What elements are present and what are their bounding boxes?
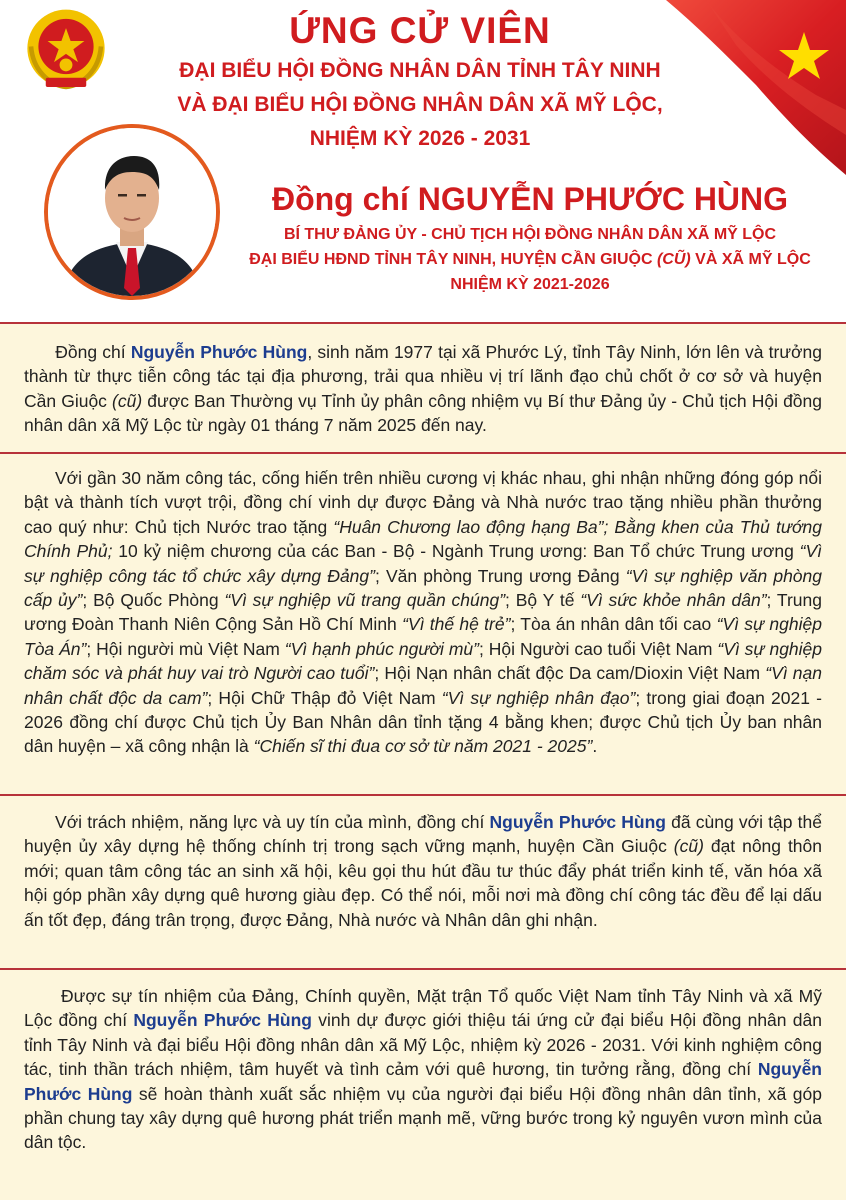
role-2-part-b: (CŨ) [656,251,691,268]
text-run: ; Tòa án nhân dân tối cao [510,614,717,635]
text-run: sẽ hoàn thành xuất sắc nhiệm vụ của người đại biểu Hội đồng nhân dân tỉnh, xã góp phần chung tay xây dựng quê hương phát triển mạnh mẽ, vững bước trong kỷ nguyên vươn mình của dân tộc. [24,1083,822,1153]
candidate-name-highlight: Nguyễn Phước Hùng [24,1059,822,1104]
text-run: ; Hội Người cao tuổi Việt Nam [478,638,718,659]
divider [0,794,846,796]
italic-text: “Vì sự nghiệp văn phòng cấp ủy” [24,565,823,611]
italic-text: “Vì nạn nhân chất độc da cam” [24,663,822,708]
italic-text: “Vì sự nghiệp vũ trang quần chúng” [224,590,506,611]
text-run: ; Trung ương Đoàn Thanh Niên Cộng Sản Hồ Chí Minh [24,590,822,635]
candidate-portrait [44,124,220,300]
page-title: ỨNG CỬ VIÊN [289,10,551,51]
divider [0,452,846,454]
national-emblem-icon [20,6,112,98]
candidate-role-1: BÍ THƯ ĐẢNG ỦY - CHỦ TỊCH HỘI ĐỒNG NHÂN DÂN XÃ MỸ LỘC [283,226,777,243]
text-run: ; Bộ Quốc Phòng [82,590,225,611]
paragraph-nomination [24,984,822,1155]
paragraph-awards [24,466,822,759]
text-run: ; Hội Nạn nhân chất độc Da cam/Dioxin Việt Nam [374,663,766,684]
divider [0,968,846,970]
italic-text: “Huân Chương lao động hạng Ba”; Bằng khen của Thủ tướng Chính Phủ; [24,516,822,562]
text-run: được Ban Thường vụ Tỉnh ủy phân công nhiệm vụ Bí thư Đảng ủy - Chủ tịch Hội đồng nhân dân xã Mỹ Lộc từ ngày 01 tháng 7 năm 2025 đến nay. [24,390,822,436]
title-line-2: VÀ ĐẠI BIỂU HỘI ĐỒNG NHÂN DÂN XÃ MỸ LỘC, [177,93,663,116]
italic-text: “Vì sự nghiệp công tác tổ chức xây dựng Đảng” [24,541,823,586]
candidate-name-highlight: Nguyễn Phước Hùng [489,812,666,832]
text-run: Được sự tín nhiệm của Đảng, Chính quyền, Mặt trận Tổ quốc Việt Nam tỉnh Tây Ninh và xã Mỹ Lộc đồng chí [24,986,822,1031]
title-line-3: NHIỆM KỲ 2026 - 2031 [309,127,531,150]
paragraph-achievements [24,810,822,932]
text-run: . [592,736,598,757]
text-run: đã cùng với tập thể huyện ủy xây dựng hệ thống chính trị trong sạch vững mạnh, huyện Cần Giuộc [24,812,822,857]
role-2-part-c: VÀ XÃ MỸ LỘC [690,251,811,268]
paragraph-intro [24,340,822,438]
italic-text: (cũ) [112,390,143,411]
text-run: Với gần 30 năm công tác, cống hiến trên nhiều cương vị khác nhau, ghi nhận những đóng góp nổi bật và thành tích vượt trội, đồng chí vinh dự được Đảng và Nhà nước trao tặng nhiều phần thưởng cao quý như: Chủ tịch Nước trao tặng [24,468,822,537]
portrait-illustration [48,128,216,296]
candidate-name-highlight: Nguyễn Phước Hùng [130,342,308,362]
text-run: 10 kỷ niệm chương của các Ban - Bộ - Ngành Trung ương: Ban Tổ chức Trung ương [112,541,800,562]
text-run: Đồng chí [55,342,131,362]
italic-text: “Vì sự nghiệp chăm sóc và phát huy vai trò Người cao tuổi” [24,638,823,684]
candidate-role-2 [240,247,820,272]
title-line-1: ĐẠI BIỂU HỘI ĐỒNG NHÂN DÂN TỈNH TÂY NINH [179,59,661,82]
italic-text: “Vì hạnh phúc người mù” [284,638,479,659]
title-block [120,8,720,156]
text-run: ; Văn phòng Trung ương Đảng [374,565,626,586]
text-run: ; trong giai đoạn 2021 - 2026 đồng chí được Chủ tịch Ủy Ban Nhân dân tỉnh tặng 4 bằng khen; được Chủ tịch Ủy ban nhân dân huyện – xã công nhận là [24,687,822,757]
text-run: đạt nông thôn mới; quan tâm công tác an sinh xã hội, kêu gọi thu hút đầu tư thúc đẩy phát triển kinh tế, văn hóa xã hội góp phần xây dựng quê hương giàu đẹp. Có thể nói, mỗi nơi mà đồng chí công tác đều để lại dấu ấn tốt đẹp, đáng trân trọng, được Đảng, Nhà nước và Nhân dân ghi nhận. [24,836,823,930]
text-run: ; Bộ Y tế [505,590,581,611]
candidate-name: Đồng chí NGUYỄN PHƯỚC HÙNG [271,181,789,217]
header [0,0,846,322]
text-run: , sinh năm 1977 tại xã Phước Lý, tỉnh Tây Ninh, lớn lên và trưởng thành từ thực tiễn công tác tại địa phương, trải qua nhiều vị trí lãnh đạo chủ chốt ở cơ sở và huyện Cần Giuộc [24,342,822,411]
candidate-info [240,176,820,297]
divider [0,322,846,324]
role-2-part-a: ĐẠI BIỂU HĐND TỈNH TÂY NINH, HUYỆN CẦN GIUỘC [249,251,657,268]
text-run: ; Hội Chữ Thập đỏ Việt Nam [207,687,442,708]
italic-text: “Vì sự nghiệp Tòa Án” [24,614,822,659]
italic-text: “Vì sức khỏe nhân dân” [580,590,767,611]
italic-text: “Vì thế hệ trẻ” [402,614,511,635]
italic-text: “Chiến sĩ thi đua cơ sở từ năm 2021 - 2025” [253,736,593,757]
text-run: Với trách nhiệm, năng lực và uy tín của mình, đồng chí [55,812,490,832]
candidate-role-3: NHIỆM KỲ 2021-2026 [450,276,610,293]
text-run: ; Hội người mù Việt Nam [86,638,285,659]
text-run: vinh dự được giới thiệu tái ứng cử đại biểu Hội đồng nhân dân tỉnh Tây Ninh và đại biểu Hội đồng nhân dân xã Mỹ Lộc, nhiệm kỳ 2026 - 2031. Với kinh nghiệm công tác, tinh thần trách nhiệm, tâm huyết và tình cảm với quê hương, tin tưởng rằng, đồng chí [24,1010,822,1080]
candidate-name-highlight: Nguyễn Phước Hùng [133,1010,312,1031]
italic-text: “Vì sự nghiệp nhân đạo” [441,687,636,708]
biography-section [0,322,846,1200]
italic-text: (cũ) [673,836,704,857]
